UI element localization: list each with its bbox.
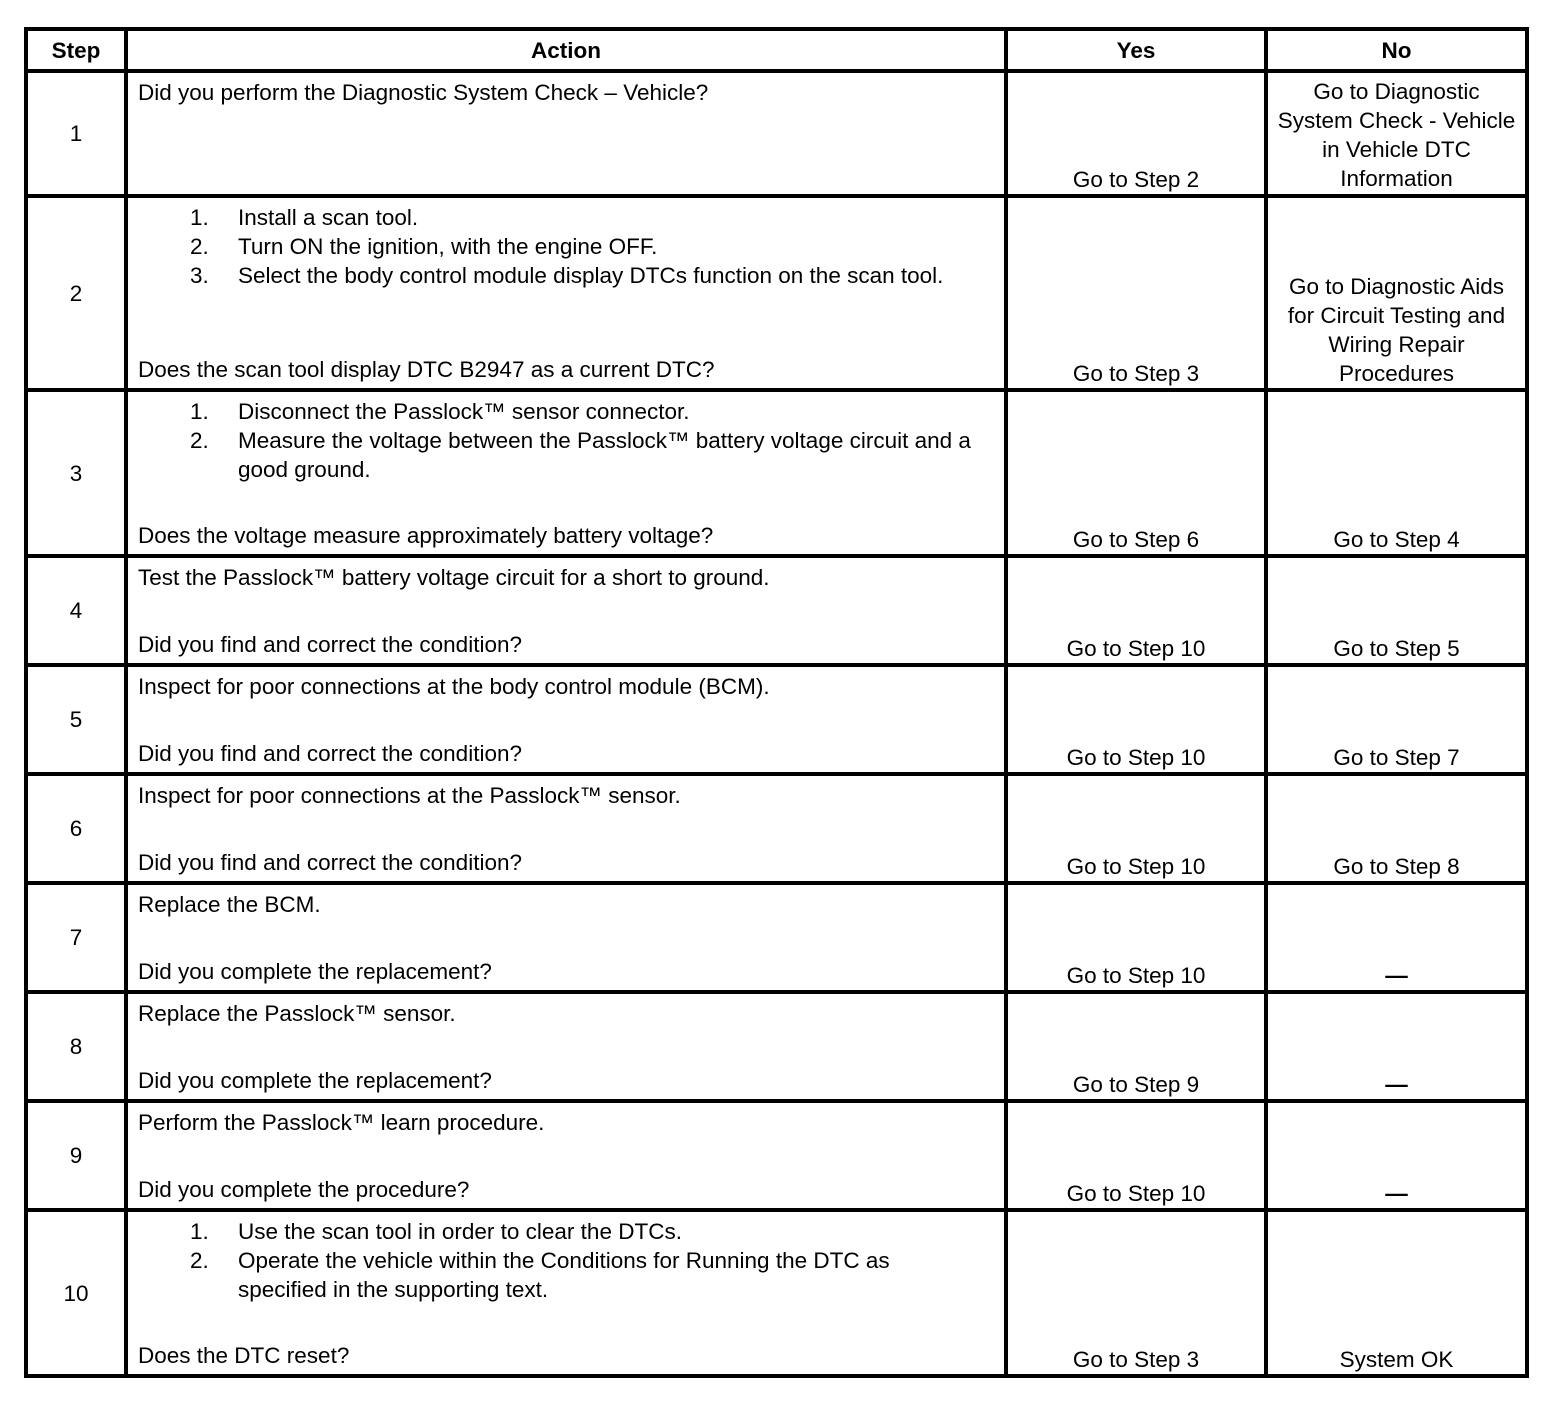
action-steps-list — [138, 397, 992, 484]
no-result: Go to Step 4 — [1266, 390, 1527, 556]
action-cell — [126, 71, 1006, 196]
step-number: 7 — [26, 883, 126, 992]
diagnostic-table — [24, 27, 1529, 1378]
table-row — [26, 1210, 1527, 1376]
list-item — [190, 1217, 992, 1246]
header-no: No — [1266, 29, 1527, 71]
action-cell — [126, 883, 1006, 992]
action-cell — [126, 556, 1006, 665]
yes-result: Go to Step 9 — [1006, 992, 1266, 1101]
action-instruction: Inspect for poor connections at the Passlock™ sensor. — [138, 783, 681, 808]
no-result: — — [1266, 883, 1527, 992]
yes-result: Go to Step 10 — [1006, 1101, 1266, 1210]
table-row — [26, 71, 1527, 196]
table-row — [26, 992, 1527, 1101]
header-action: Action — [126, 29, 1006, 71]
list-item — [190, 397, 992, 426]
no-result: Go to Step 8 — [1266, 774, 1527, 883]
no-result: Go to Diagnostic Aids for Circuit Testing and Wiring Repair Procedures — [1266, 196, 1527, 390]
list-item-text: Disconnect the Passlock™ sensor connector. — [238, 399, 690, 424]
list-item-number: 2. — [190, 1248, 209, 1273]
no-result: — — [1266, 1101, 1527, 1210]
yes-result: Go to Step 3 — [1006, 1210, 1266, 1376]
action-cell — [126, 992, 1006, 1101]
list-item-text: Select the body control module display DTCs function on the scan tool. — [238, 263, 944, 288]
table-row — [26, 390, 1527, 556]
yes-result: Go to Step 6 — [1006, 390, 1266, 556]
list-item-number: 3. — [190, 263, 209, 288]
step-number: 5 — [26, 665, 126, 774]
yes-result: Go to Step 10 — [1006, 665, 1266, 774]
table-row — [26, 1101, 1527, 1210]
action-question: Did you complete the procedure? — [138, 1177, 470, 1202]
action-cell — [126, 1210, 1006, 1376]
step-number: 9 — [26, 1101, 126, 1210]
action-cell — [126, 774, 1006, 883]
action-cell — [126, 665, 1006, 774]
list-item — [190, 426, 992, 484]
list-item — [190, 1246, 992, 1304]
yes-result: Go to Step 10 — [1006, 774, 1266, 883]
list-item-number: 1. — [190, 399, 209, 424]
list-item-text: Install a scan tool. — [238, 205, 419, 230]
action-cell — [126, 1101, 1006, 1210]
step-number: 4 — [26, 556, 126, 665]
list-item — [190, 232, 992, 261]
list-item-text: Operate the vehicle within the Conditions for Running the DTC as specified in the supporting text. — [238, 1248, 890, 1302]
list-item-number: 2. — [190, 428, 209, 453]
action-cell — [126, 196, 1006, 390]
list-item-text: Use the scan tool in order to clear the DTCs. — [238, 1219, 682, 1244]
table-row — [26, 883, 1527, 992]
step-number: 6 — [26, 774, 126, 883]
table-row — [26, 196, 1527, 390]
no-result: Go to Step 5 — [1266, 556, 1527, 665]
list-item — [190, 261, 992, 290]
header-row — [26, 29, 1527, 71]
no-result: System OK — [1266, 1210, 1527, 1376]
action-instruction: Replace the Passlock™ sensor. — [138, 1001, 456, 1026]
action-steps-list — [138, 203, 992, 290]
no-result: — — [1266, 992, 1527, 1101]
yes-result: Go to Step 3 — [1006, 196, 1266, 390]
header-yes: Yes — [1006, 29, 1266, 71]
action-instruction: Inspect for poor connections at the body control module (BCM). — [138, 674, 770, 699]
table-body — [26, 71, 1527, 1376]
action-steps-list — [138, 1217, 992, 1304]
action-question: Did you complete the replacement? — [138, 959, 492, 984]
action-question: Did you find and correct the condition? — [138, 741, 522, 766]
list-item-text: Measure the voltage between the Passlock™ battery voltage circuit and a good ground. — [238, 428, 971, 482]
no-result: Go to Step 7 — [1266, 665, 1527, 774]
action-question: Does the scan tool display DTC B2947 as a current DTC? — [138, 357, 715, 382]
list-item — [190, 203, 992, 232]
yes-result: Go to Step 10 — [1006, 883, 1266, 992]
table-row — [26, 665, 1527, 774]
list-item-number: 1. — [190, 205, 209, 230]
table-row — [26, 556, 1527, 665]
list-item-number: 2. — [190, 234, 209, 259]
step-number: 10 — [26, 1210, 126, 1376]
action-question: Does the voltage measure approximately battery voltage? — [138, 523, 714, 548]
action-question: Did you find and correct the condition? — [138, 850, 522, 875]
list-item-number: 1. — [190, 1219, 209, 1244]
header-step: Step — [26, 29, 126, 71]
action-cell — [126, 390, 1006, 556]
step-number: 2 — [26, 196, 126, 390]
yes-result: Go to Step 10 — [1006, 556, 1266, 665]
step-number: 3 — [26, 390, 126, 556]
action-instruction: Perform the Passlock™ learn procedure. — [138, 1110, 545, 1135]
action-question: Did you find and correct the condition? — [138, 632, 522, 657]
table-row — [26, 774, 1527, 883]
action-instruction: Replace the BCM. — [138, 892, 321, 917]
list-item-text: Turn ON the ignition, with the engine OFF. — [238, 234, 658, 259]
action-question: Did you complete the replacement? — [138, 1068, 492, 1093]
step-number: 8 — [26, 992, 126, 1101]
step-number: 1 — [26, 71, 126, 196]
no-result: Go to Diagnostic System Check - Vehicle in Vehicle DTC Information — [1266, 71, 1527, 196]
action-question: Does the DTC reset? — [138, 1343, 350, 1368]
yes-result: Go to Step 2 — [1006, 71, 1266, 196]
action-instruction: Test the Passlock™ battery voltage circuit for a short to ground. — [138, 565, 770, 590]
action-instruction: Did you perform the Diagnostic System Check – Vehicle? — [138, 80, 709, 105]
